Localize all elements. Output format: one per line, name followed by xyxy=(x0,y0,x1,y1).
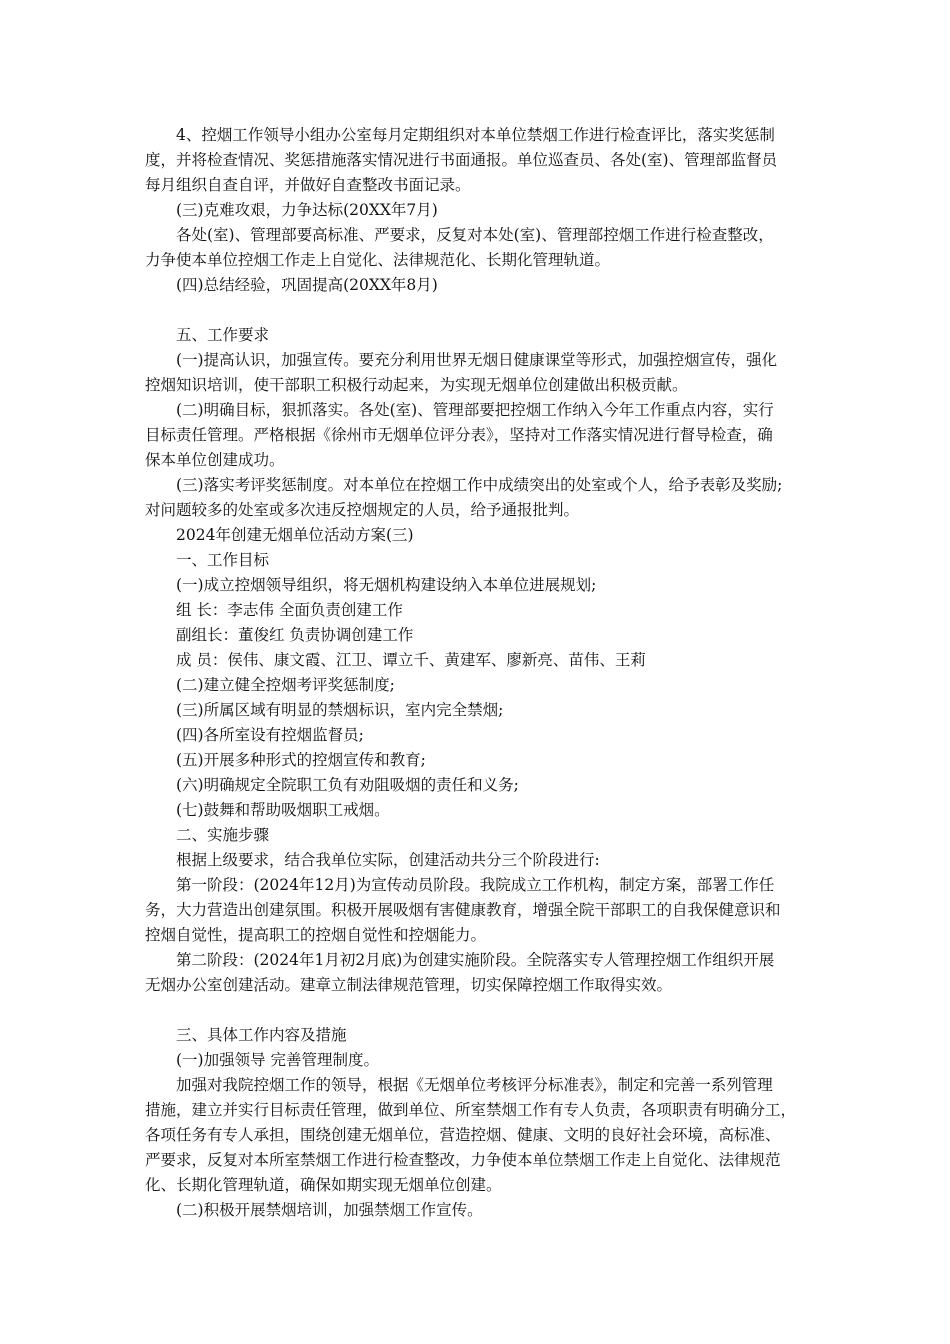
text-line: 措施，建立并实行目标责任管理，做到单位、所室禁烟工作有专人负责，各项职责有明确分工， xyxy=(145,1101,797,1119)
text-line: 第一阶段：(2024年12月)为宣传动员阶段。我院成立工作机构，制定方案，部署工作任 xyxy=(176,876,775,894)
document-body xyxy=(145,123,805,1223)
text-line: 无烟办公室创建活动。建章立制法律规范管理，切实保障控烟工作取得实效。 xyxy=(145,976,673,994)
text-line: (一)加强领导 完善管理制度。 xyxy=(176,1051,380,1069)
text-line: 各处(室)、管理部要高标准、严要求，反复对本处(室)、管理部控烟工作进行检查整改， xyxy=(176,226,774,244)
blank-line xyxy=(145,298,805,323)
text-line: (四)总结经验，巩固提高(20XX年8月) xyxy=(176,276,438,294)
text-line: 务，大力营造出创建氛围。积极开展吸烟有害健康教育，增强全院干部职工的自我保健意识和 xyxy=(145,901,781,919)
text-line: (三)所属区域有明显的禁烟标识，室内完全禁烟; xyxy=(176,701,504,719)
text-line: 每月组织自查自评，并做好自查整改书面记录。 xyxy=(145,176,471,194)
text-line: 一、工作目标 xyxy=(176,551,270,569)
text-line: 2024年创建无烟单位活动方案(三) xyxy=(176,526,414,544)
text-line: (六)明确规定全院职工负有劝阻吸烟的责任和义务; xyxy=(176,776,519,794)
text-line: 目标责任管理。严格根据《徐州市无烟单位评分表》，坚持对工作落实情况进行督导检查，确 xyxy=(145,426,773,444)
text-line: (四)各所室设有控烟监督员; xyxy=(176,726,364,744)
text-line: 副组长：董俊红 负责协调创建工作 xyxy=(176,626,414,644)
text-line: 对问题较多的处室或多次违反控烟规定的人员，给予通报批判。 xyxy=(145,501,580,519)
text-line: (三)克难攻艰，力争达标(20XX年7月) xyxy=(176,201,438,219)
text-line: 控烟知识培训，使干部职工积极行动起来，为实现无烟单位创建做出积极贡献。 xyxy=(145,376,688,394)
text-line: (二)建立健全控烟考评奖惩制度; xyxy=(176,676,395,694)
text-line: 力争使本单位控烟工作走上自觉化、法律规范化、长期化管理轨道。 xyxy=(145,251,611,269)
text-line: 度，并将检查情况、奖惩措施落实情况进行书面通报。单位巡查员、各处(室)、管理部监督员 xyxy=(145,151,778,169)
text-line: (二)明确目标，狠抓落实。各处(室)、管理部要把控烟工作纳入今年工作重点内容，实行 xyxy=(176,401,774,419)
text-line: 第二阶段：(2024年1月初2月底)为创建实施阶段。全院落实专人管理控烟工作组织开展 xyxy=(176,951,775,969)
text-line: (一)提高认识，加强宣传。要充分利用世界无烟日健康课堂等形式，加强控烟宣传，强化 xyxy=(176,351,778,369)
text-line: 二、实施步骤 xyxy=(176,826,270,844)
text-line: 加强对我院控烟工作的领导，根据《无烟单位考核评分标准表》，制定和完善一系列管理 xyxy=(176,1076,773,1094)
text-line: 保本单位创建成功。 xyxy=(145,451,285,469)
text-line: 组 长：李志伟 全面负责创建工作 xyxy=(176,601,403,619)
text-line: 三、具体工作内容及措施 xyxy=(176,1026,347,1044)
text-line: 各项任务有专人承担，围绕创建无烟单位，营造控烟、健康、文明的良好社会环境，高标准、 xyxy=(145,1126,781,1144)
text-line: 五、工作要求 xyxy=(176,326,270,344)
text-line: 严要求，反复对本所室禁烟工作进行检查整改，力争使本单位禁烟工作走上自觉化、法律规范 xyxy=(145,1151,781,1169)
text-line: 化、长期化管理轨道，确保如期实现无烟单位创建。 xyxy=(145,1176,502,1194)
text-line: (五)开展多种形式的控烟宣传和教育; xyxy=(176,751,426,769)
text-line: (三)落实考评奖惩制度。对本单位在控烟工作中成绩突出的处室或个人，给予表彰及奖励; xyxy=(176,476,783,494)
text-line: 控烟自觉性，提高职工的控烟自觉性和控烟能力。 xyxy=(145,926,487,944)
blank-line xyxy=(145,998,805,1023)
text-line: 根据上级要求，结合我单位实际，创建活动共分三个阶段进行: xyxy=(176,851,600,869)
text-line: (二)积极开展禁烟培训，加强禁烟工作宣传。 xyxy=(176,1201,483,1219)
text-line: 成 员：侯伟、康文霞、江卫、谭立千、黄建军、廖新亮、苗伟、王莉 xyxy=(176,651,646,669)
text-line: (一)成立控烟领导组织，将无烟机构建设纳入本单位进展规划; xyxy=(176,576,597,594)
text-line: (七)鼓舞和帮助吸烟职工戒烟。 xyxy=(176,801,390,819)
text-line: 4、控烟工作领导小组办公室每月定期组织对本单位禁烟工作进行检查评比，落实奖惩制 xyxy=(176,126,775,144)
